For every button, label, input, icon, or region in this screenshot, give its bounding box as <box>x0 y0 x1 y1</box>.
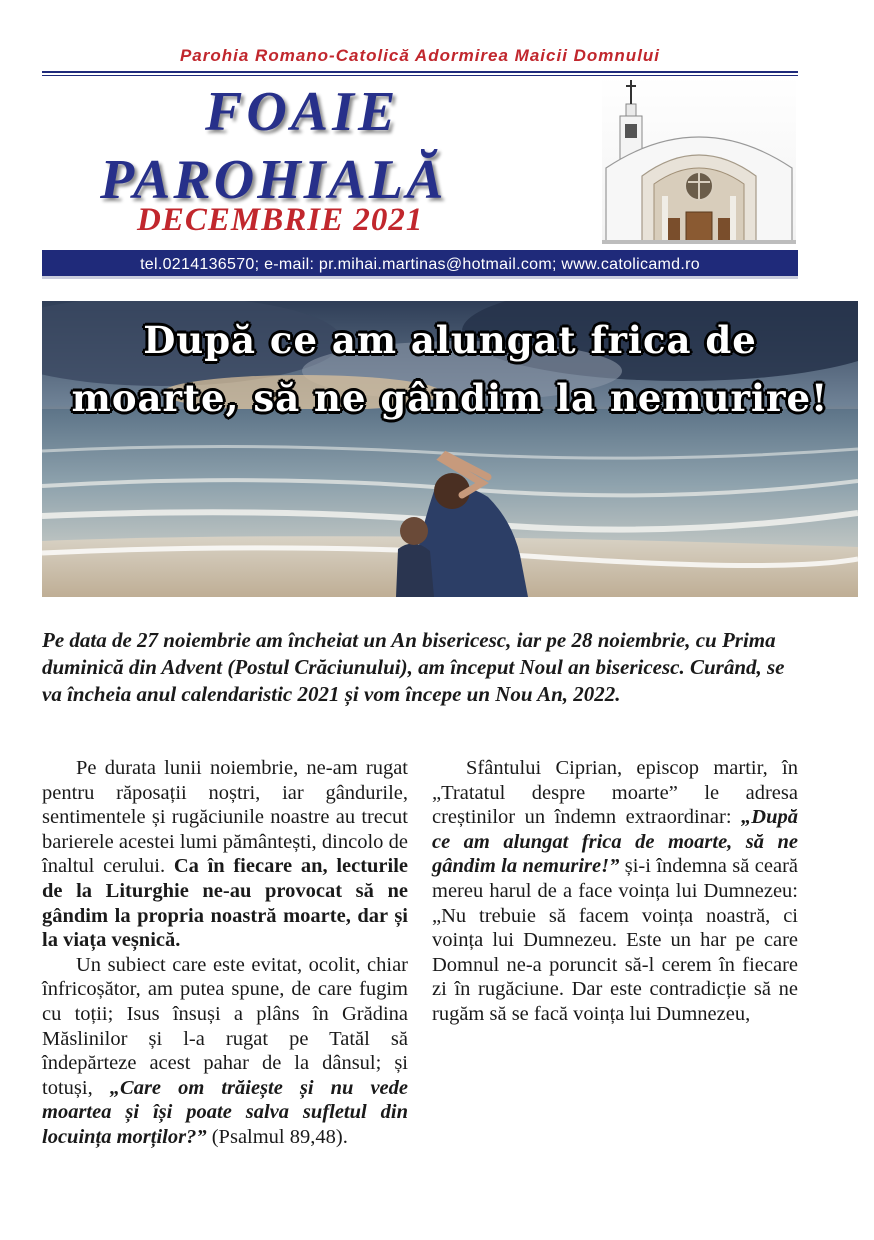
church-photo <box>602 76 796 244</box>
article-paragraph-3 <box>432 756 798 1027</box>
hero-image <box>42 301 858 597</box>
article-p1-text: Pe durata lunii noiembrie, ne-am rugat pentru răposații noștri, iar gândurile, sentimentele și rugăciunile noastre au trecut barierele acestei lumi pământești, dincolo de înaltul cerului. <box>42 757 408 878</box>
article-p3-continuation: și-i îndemna să ceară mereu harul de a face voința lui Dumnezeu: „Nu trebuie să facem voința noastră, ci voința lui Dumnezeu. Este un har pe care Domnul ne-a poruncit să-l cerem în fiecare zi în rugăciune. Dar este contradicție să ne rugăm să se facă voința lui Dumnezeu, <box>432 855 798 1025</box>
hero-headline-line2: moarte, să ne gândim la nemurire! <box>71 376 829 420</box>
hero-headline <box>42 311 858 427</box>
article-column-left <box>42 756 408 1150</box>
article-paragraph-2 <box>42 953 408 1150</box>
article-p1-bold: Ca în fiecare an, lecturile de la Liturghie ne-au provocat să ne gândim la propria noastră moarte, dar și la viața veșnică. <box>42 855 409 952</box>
psalm-reference: (Psalmul 89,48). <box>211 1125 348 1148</box>
intro-paragraph: Pe data de 27 noiembrie am încheiat un An bisericesc, iar pe 28 noiembrie, cu Prima duminică din Advent (Postul Crăciunului), am început Noul an bisericesc. Curând, se va încheia anul calendaristic 2021 și vom începe un Nou An, 2022. <box>42 628 785 706</box>
article-p3-text: Sfântului Ciprian, episcop martir, în „Tratatul despre moarte” le adresa creștinilor un îndemn extraordinar: <box>432 757 798 829</box>
masthead-title-line2: PAROHIALĂ <box>100 149 447 211</box>
hero-headline-line1: După ce am alungat frica de <box>143 318 757 362</box>
contact-bar: tel.0214136570; e-mail: pr.mihai.martinas@hotmail.com; www.catolicamd.ro <box>42 250 798 279</box>
masthead-title-line1: FOAIE <box>205 81 400 143</box>
article-paragraph-1 <box>42 756 408 953</box>
article-column-right <box>432 756 798 1027</box>
parish-name: Parohia Romano-Catolică Adormirea Maicii Domnului <box>179 46 661 65</box>
cyprian-quote: „După ce am alungat frica de moarte, să ne gândim la nemurire!” <box>432 806 798 878</box>
issue-date: DECEMBRIE 2021 <box>137 202 424 238</box>
article-p2-text: Un subiect care este evitat, ocolit, chiar înfricoșător, am putea spune, de care fugim cu toții; Isus însuși a plâns în Grădina Măslinilor și l-a rugat pe Tatăl să îndepărteze acest pahar de la dânsul; și totuși, <box>42 953 408 1099</box>
header-rule-top <box>42 71 798 73</box>
psalm-quote: „Care om trăiește și nu vede moartea și își poate salva sufletul din locuința morților?” <box>42 1076 408 1148</box>
